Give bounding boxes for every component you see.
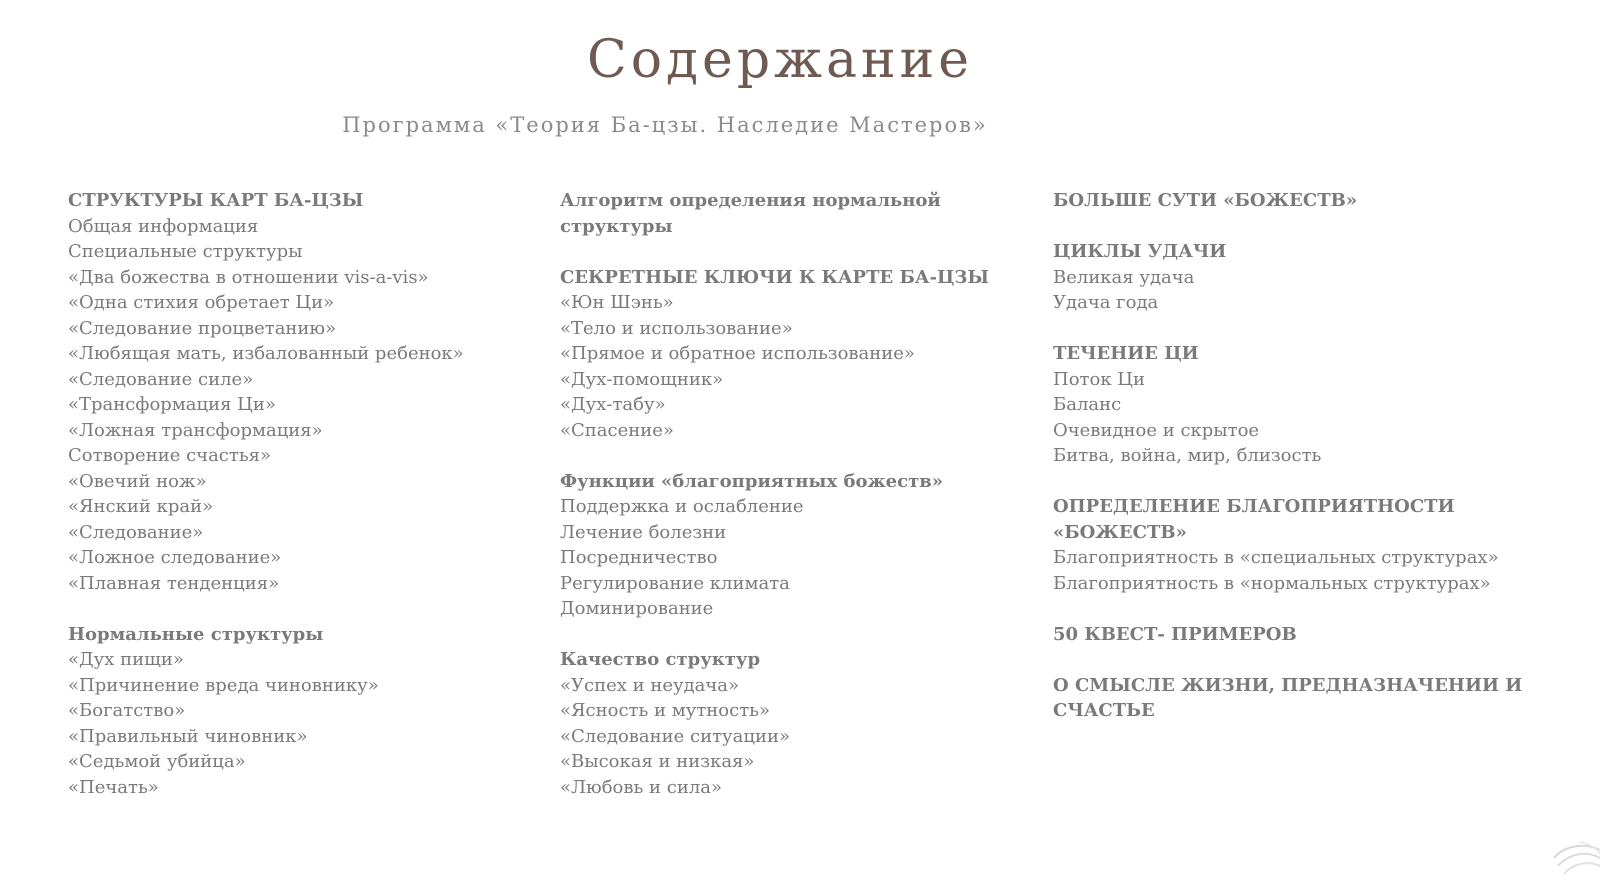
list-item: «Богатство»: [68, 700, 186, 721]
contents-section: [560, 469, 1000, 622]
contents-section: [1053, 622, 1563, 648]
list-item: «Спасение»: [560, 419, 674, 441]
list-item: «Седьмой убийца»: [68, 751, 246, 772]
section-heading: ТЕЧЕНИЕ ЦИ: [1053, 343, 1199, 364]
list-item: «Любовь и сила»: [560, 776, 723, 798]
list-item: «Ложное следование»: [68, 547, 282, 568]
list-item: «Два божества в отношении vis-a-vis»: [68, 266, 429, 288]
list-item: «Следование ситуации»: [560, 725, 790, 747]
list-item: «Правильный чиновник»: [68, 725, 308, 747]
list-item: Лечение болезни: [560, 521, 727, 543]
list-item: «Высокая и низкая»: [560, 751, 755, 772]
list-item: Общая информация: [68, 215, 259, 237]
list-item: «Следование процветанию»: [68, 317, 337, 339]
contents-section: [68, 188, 508, 596]
contents-section: [560, 265, 1000, 444]
section-heading: Нормальные структуры: [68, 623, 324, 645]
list-item: «Плавная тенденция»: [68, 572, 280, 594]
contents-column-1: [68, 188, 508, 800]
contents-section: [560, 647, 1000, 800]
list-item: «Юн Шэнь»: [560, 292, 674, 313]
section-heading: ОПРЕДЕЛЕНИЕ БЛАГОПРИЯТНОСТИ «БОЖЕСТВ»: [1053, 496, 1455, 543]
contents-section: [1053, 494, 1563, 596]
list-item: Очевидное и скрытое: [1053, 419, 1260, 441]
list-item: Сотворение счастья»: [68, 445, 272, 466]
section-heading: СТРУКТУРЫ КАРТ БА-ЦЗЫ: [68, 190, 364, 211]
contents-section: [560, 188, 1000, 239]
list-item: «Прямое и обратное использование»: [560, 343, 915, 364]
list-item: «Печать»: [68, 776, 159, 798]
contents-section: [1053, 673, 1563, 724]
list-item: «Ясность и мутность»: [560, 700, 770, 721]
section-heading: Функции «благоприятных божеств»: [560, 470, 943, 492]
list-item: «Дух-табу»: [560, 394, 666, 415]
section-heading: СЕКРЕТНЫЕ КЛЮЧИ К КАРТЕ БА-ЦЗЫ: [560, 266, 989, 288]
list-item: Регулирование климата: [560, 572, 790, 594]
section-heading: Алгоритм определения нормальной структуры: [560, 190, 941, 237]
list-item: «Овечий нож»: [68, 470, 207, 492]
list-item: «Следование силе»: [68, 368, 254, 390]
section-heading: 50 КВЕСТ- ПРИМЕРОВ: [1053, 623, 1297, 645]
list-item: «Одна стихия обретает Ци»: [68, 292, 335, 313]
contents-column-2: [560, 188, 1000, 800]
contents-column-3: [1053, 188, 1563, 724]
list-item: Удача года: [1053, 292, 1159, 313]
contents-section: [1053, 239, 1563, 316]
list-item: Благоприятность в «нормальных структурах»: [1053, 572, 1491, 594]
list-item: «Ложная трансформация»: [68, 419, 323, 441]
list-item: «Тело и использование»: [560, 317, 793, 339]
list-item: «Дух пищи»: [68, 649, 184, 670]
list-item: «Любящая мать, избалованный ребенок»: [68, 343, 464, 364]
contents-section: [1053, 188, 1563, 214]
list-item: Благоприятность в «специальных структурах»: [1053, 547, 1499, 568]
page-title: Содержание: [586, 30, 974, 90]
contents-section: [68, 622, 508, 801]
list-item: Битва, война, мир, близость: [1053, 445, 1322, 466]
page-subtitle: Программа «Теория Ба-цзы. Наследие Мастеров»: [342, 113, 988, 137]
list-item: Доминирование: [560, 598, 714, 619]
section-heading: О СМЫСЛЕ ЖИЗНИ, ПРЕДНАЗНАЧЕНИИ И СЧАСТЬЕ: [1053, 674, 1523, 721]
section-heading: Качество структур: [560, 649, 761, 670]
section-heading: БОЛЬШЕ СУТИ «БОЖЕСТВ»: [1053, 190, 1358, 211]
list-item: «Янский край»: [68, 496, 214, 517]
list-item: Посредничество: [560, 547, 718, 568]
list-item: Специальные структуры: [68, 241, 303, 262]
swoosh-logo-icon: [1550, 838, 1600, 880]
list-item: «Успех и неудача»: [560, 674, 740, 696]
list-item: «Трансформация Ци»: [68, 394, 276, 415]
list-item: Великая удача: [1053, 266, 1195, 288]
contents-section: [1053, 341, 1563, 469]
section-heading: ЦИКЛЫ УДАЧИ: [1053, 241, 1227, 262]
list-item: Поддержка и ослабление: [560, 496, 804, 517]
list-item: «Дух-помощник»: [560, 368, 724, 390]
list-item: Баланс: [1053, 394, 1122, 415]
list-item: Поток Ци: [1053, 368, 1145, 390]
list-item: «Следование»: [68, 521, 204, 543]
list-item: «Причинение вреда чиновнику»: [68, 674, 379, 696]
